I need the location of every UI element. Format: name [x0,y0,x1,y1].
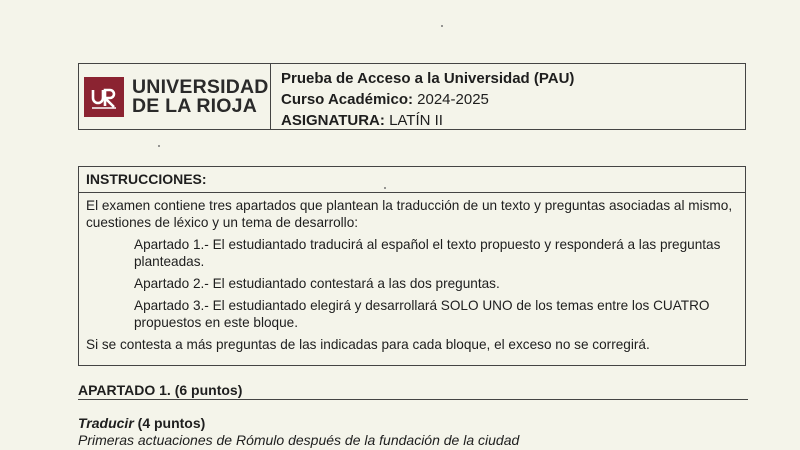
instructions-intro: El examen contiene tres apartados que plantean la traducción de un texto y preguntas asociadas al mismo, cuestiones de léxico y un tema de desarrollo: [86,198,733,230]
exam-info [271,64,574,129]
exam-title: Prueba de Acceso a la Universidad (PAU) [281,70,575,87]
task-word: Traducir [78,415,134,431]
section-1-heading: APARTADO 1. (6 puntos) [78,382,748,400]
text-title: Primeras actuaciones de Rómulo después de la fundación de la ciudad [78,432,520,448]
university-logo [79,64,271,129]
instruction-item-2: Apartado 2.- El estudiantado contestará a las dos preguntas. [134,276,500,291]
paper-speck [158,145,160,147]
paper-speck [384,187,386,189]
task-points: (4 puntos) [137,415,206,431]
instruction-item-1: Apartado 1.- El estudiantado traducirá al español el texto propuesto y responderá a las preguntas planteadas. [134,237,721,269]
instructions-box [78,166,746,366]
university-name [132,75,269,117]
instructions-note: Si se contesta a más preguntas de las indicadas para cada bloque, el exceso no se corregirá. [86,337,650,352]
exam-header [78,63,746,130]
course-year [281,89,574,110]
subject-value: LATÍN II [389,112,443,129]
course-value: 2024-2025 [417,91,489,108]
translation-heading [78,415,519,432]
instructions-title: INSTRUCCIONES: [79,167,745,193]
course-label: Curso Académico: [281,91,413,108]
university-name-line2: DE LA RIOJA [132,94,257,117]
instructions-body [79,193,745,353]
instruction-item-3: Apartado 3.- El estudiantado elegirá y desarrollará SOLO UNO de los temas entre los CUATRO propuestos en este bloque. [134,298,710,330]
subject [281,110,574,131]
university-name-line1: UNIVERSIDAD [132,75,269,98]
subject-label: ASIGNATURA: [281,112,385,129]
translation-task [78,415,519,449]
ur-logo-icon [84,77,124,117]
paper-speck [441,25,443,27]
